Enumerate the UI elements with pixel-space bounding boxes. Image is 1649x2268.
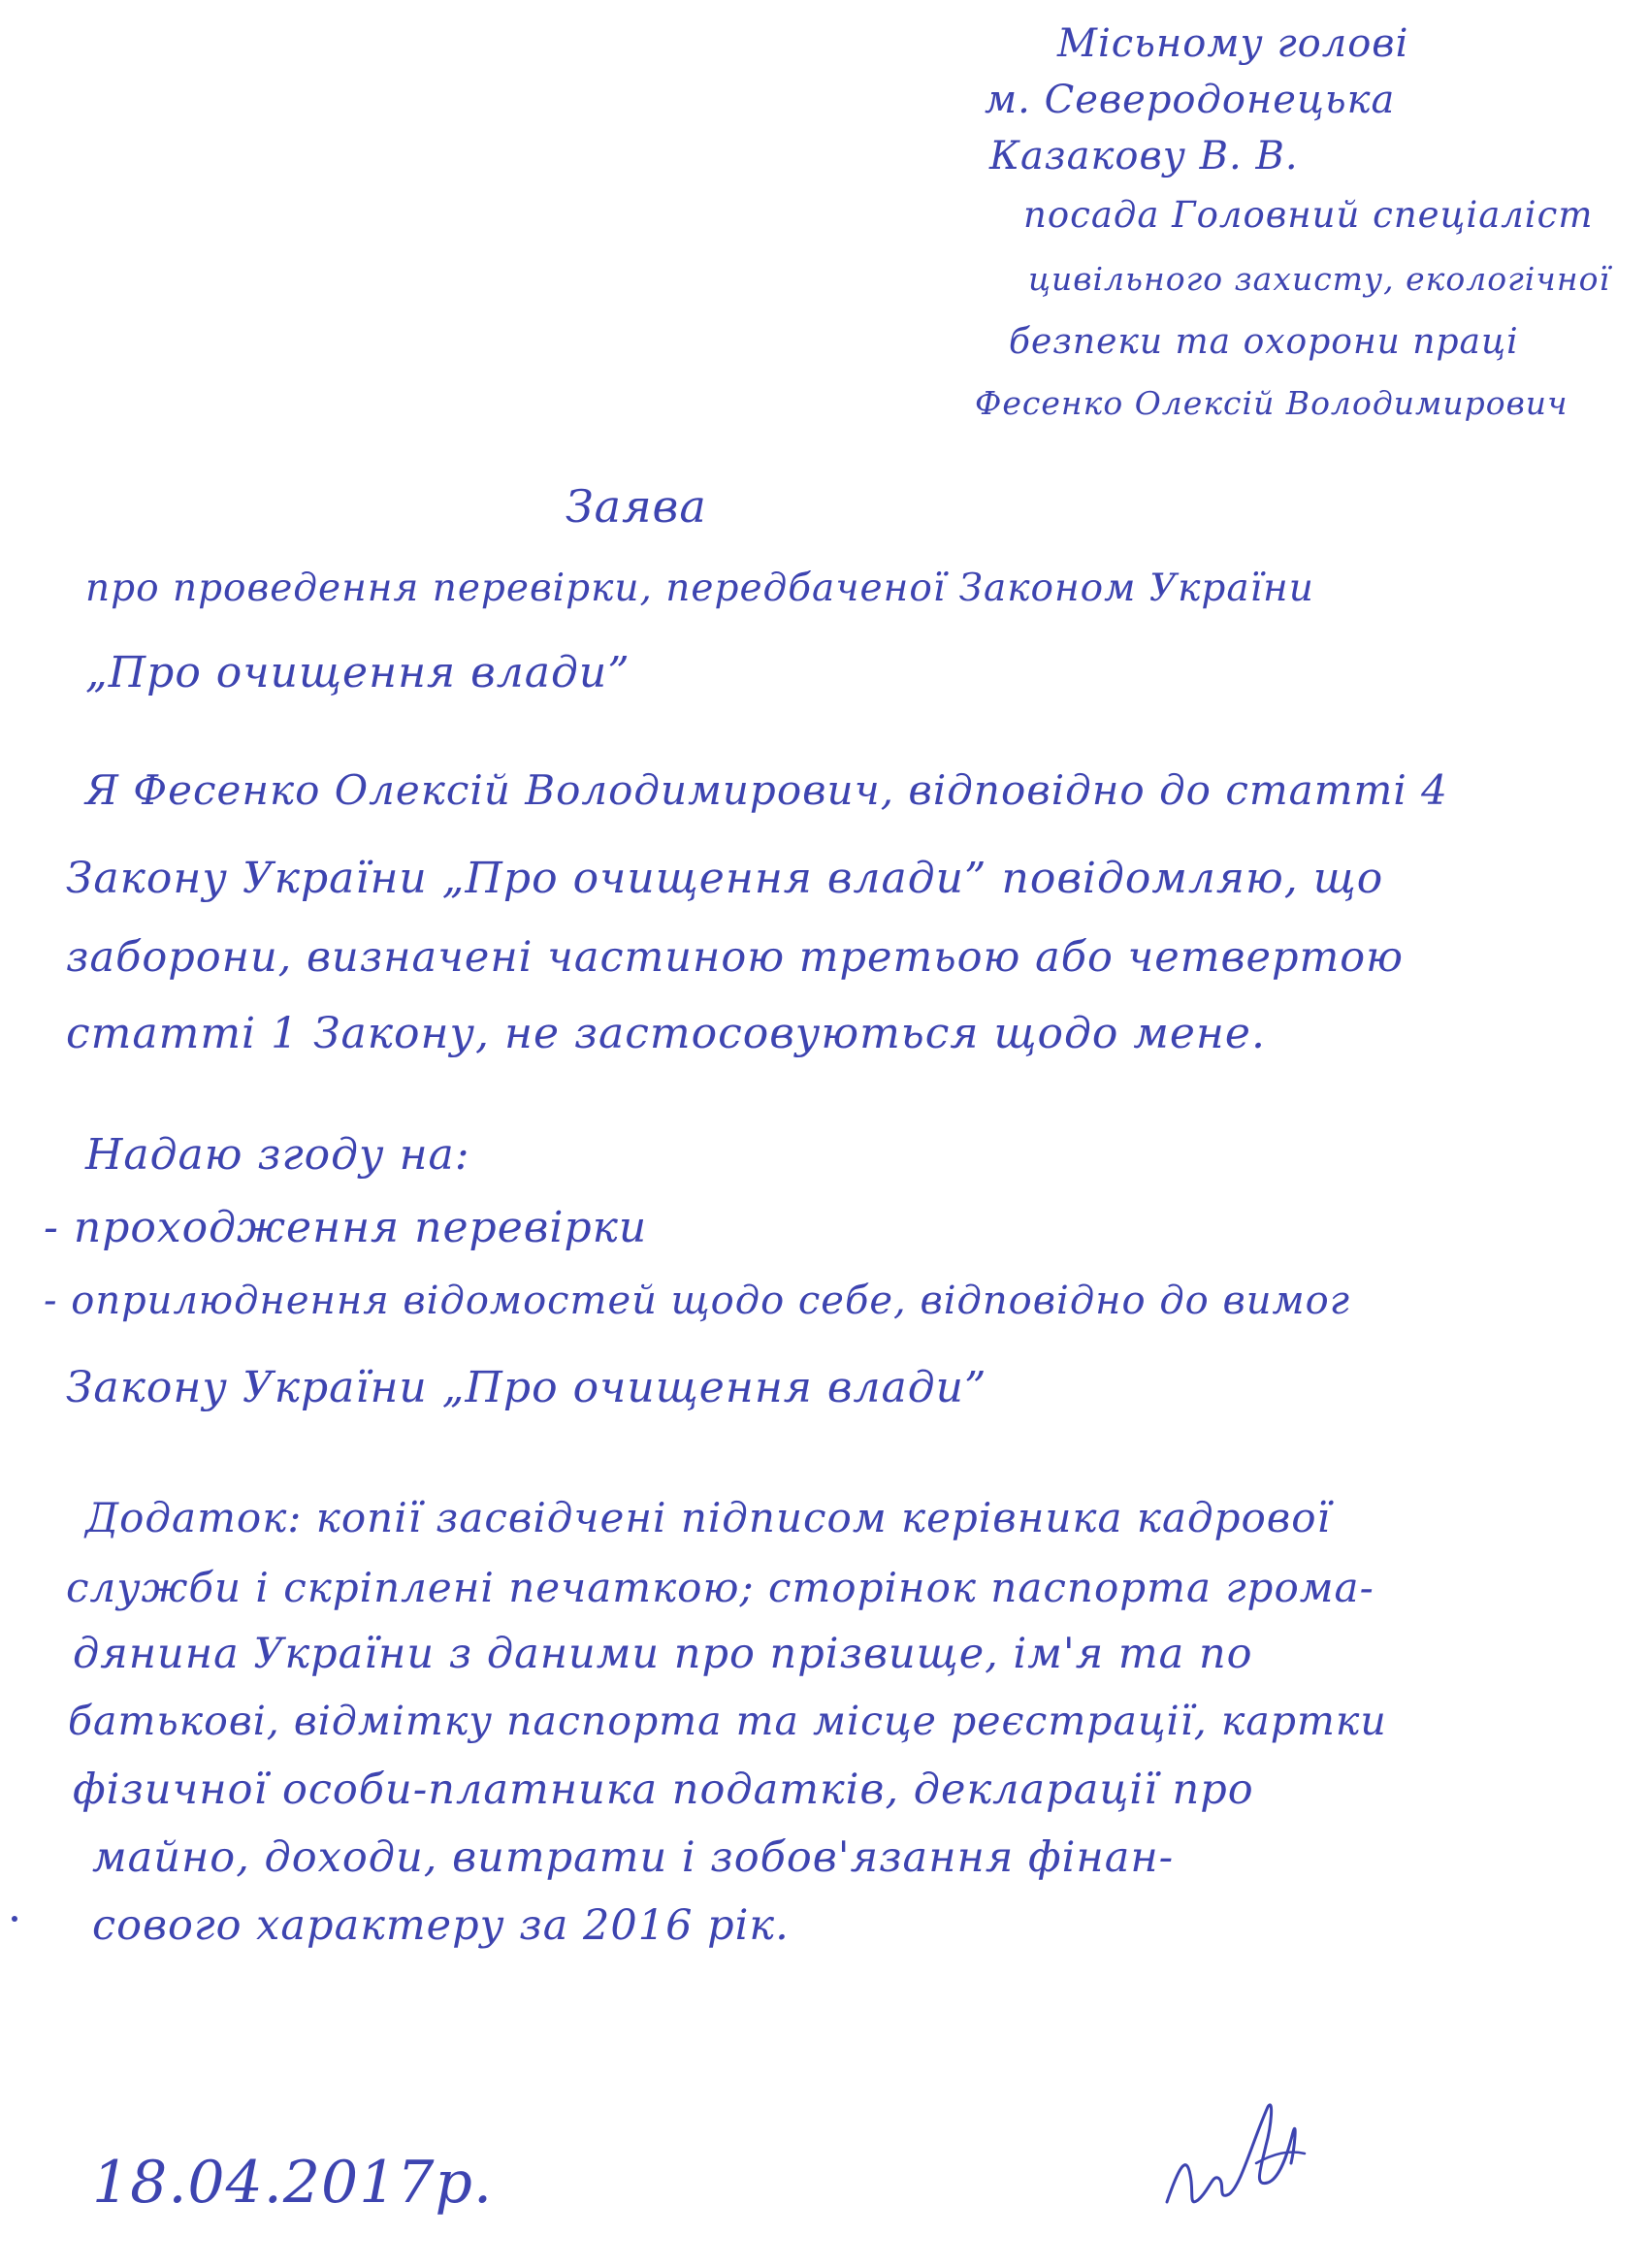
statement-line-1: Я Фесенко Олексій Володимирович, відповідно до статті 4	[85, 766, 1448, 814]
consent-line-1: Надаю згоду на:	[85, 1130, 470, 1180]
document-date: 18.04.2017р.	[92, 2149, 494, 2217]
addressee-line-4: посада Головний спеціаліст	[1023, 194, 1594, 236]
statement-line-4: статті 1 Закону, не застосовуються щодо мене.	[66, 1009, 1266, 1058]
statement-line-2: Закону України „Про очищення влади” повідомляю, що	[66, 854, 1384, 903]
appendix-line-7: сового характеру за 2016 рік.	[92, 1901, 790, 1950]
subject-line-2: „Про очищення влади”	[85, 648, 630, 697]
addressee-line-3: Казакову В. В.	[989, 134, 1299, 178]
consent-line-4: Закону України „Про очищення влади”	[66, 1363, 987, 1412]
addressee-line-6: безпеки та охорони праці	[1009, 322, 1519, 362]
appendix-line-4: батькові, відмітку паспорта та місце реєстрації, картки	[68, 1698, 1387, 1744]
addressee-line-2: м. Северодонецька	[985, 78, 1396, 122]
consent-line-3: - оприлюднення відомостей щодо себе, відповідно до вимог	[44, 1279, 1350, 1323]
appendix-line-6: майно, доходи, витрати і зобов'язання фінан-	[92, 1833, 1175, 1882]
addressee-line-1: Місьному голові	[1057, 21, 1409, 66]
consent-line-2: - проходження перевірки	[44, 1203, 648, 1252]
ink-dot	[12, 1916, 17, 1922]
signature	[1159, 2086, 1334, 2221]
addressee-line-5: цивільного захисту, екологічної	[1028, 260, 1610, 298]
appendix-line-1: Додаток: копії засвідчені підписом керівника кадрової	[85, 1494, 1331, 1541]
document-title: Заява	[566, 480, 707, 533]
subject-line-1: про проведення перевірки, передбаченої Законом України	[85, 567, 1314, 610]
appendix-line-2: служби і скріплені печаткою; сторінок паспорта грома-	[66, 1564, 1374, 1611]
appendix-line-3: дянина України з даними про прізвище, ім'я та по	[73, 1630, 1253, 1678]
appendix-line-5: фізичної особи-платника податків, декларації про	[73, 1766, 1254, 1814]
addressee-line-7: Фесенко Олексій Володимирович	[975, 384, 1568, 422]
statement-line-3: заборони, визначені частиною третьою або четвертою	[66, 933, 1405, 982]
